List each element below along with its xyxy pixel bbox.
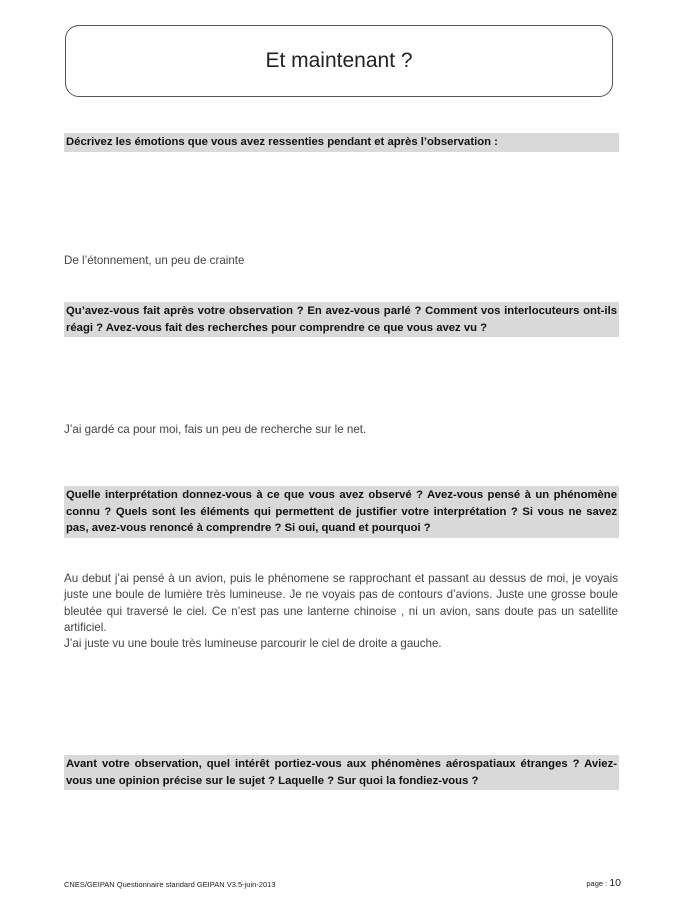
- answer-paragraph: De l’étonnement, un peu de crainte: [64, 254, 245, 267]
- page-number: 10: [609, 877, 621, 889]
- question-emotions: Décrivez les émotions que vous avez ressenties pendant et après l’observation :: [64, 133, 619, 152]
- footer-document-id: CNES/GEIPAN Questionnaire standard GEIPAN V3.5-juin-2013: [64, 880, 276, 889]
- answer-paragraph: J’ai juste vu une boule très lumineuse parcourir le ciel de droite a gauche.: [64, 637, 442, 651]
- answer-interpretation: [64, 571, 618, 652]
- answer-actions-after: [64, 422, 618, 438]
- question-prior-interest: Avant votre observation, quel intérêt portiez-vous aux phénomènes aérospatiaux étranges ? Aviez-vous une opinion précise sur le sujet ? Laquelle ? Sur quoi la fondiez-vous ?: [64, 755, 619, 790]
- page-label: page :: [586, 879, 608, 888]
- question-interpretation: Quelle interprétation donnez-vous à ce que vous avez observé ? Avez-vous pensé à un phénomène connu ? Quels sont les éléments qui permettent de justifier votre interprétation ? Si vous ne savez pas, avez-vous renoncé à comprendre ? Si oui, quand et pourquoi ?: [64, 486, 619, 538]
- answer-paragraph: Au debut j’ai pensé à un avion, puis le phénomene se rapprochant et passant au dessus de moi, je voyais juste une boule de lumière très lumineuse. Je ne voyais pas de contours d’avions. Juste une grosse boule bleutée qui traversé le ciel. Ce n’est pas une lanterne chinoise , ni un avion, sans doute pas un satellite artificiel.: [64, 572, 618, 634]
- answer-emotions: [64, 253, 618, 269]
- page-title: Et maintenant ?: [65, 25, 613, 97]
- question-actions-after: Qu’avez-vous fait après votre observation ? En avez-vous parlé ? Comment vos interlocuteurs ont-ils réagi ? Avez-vous fait des recherches pour comprendre ce que vous avez vu ?: [64, 302, 619, 337]
- footer-page: [586, 877, 621, 889]
- answer-paragraph: J’ai gardé ca pour moi, fais un peu de recherche sur le net.: [64, 423, 367, 436]
